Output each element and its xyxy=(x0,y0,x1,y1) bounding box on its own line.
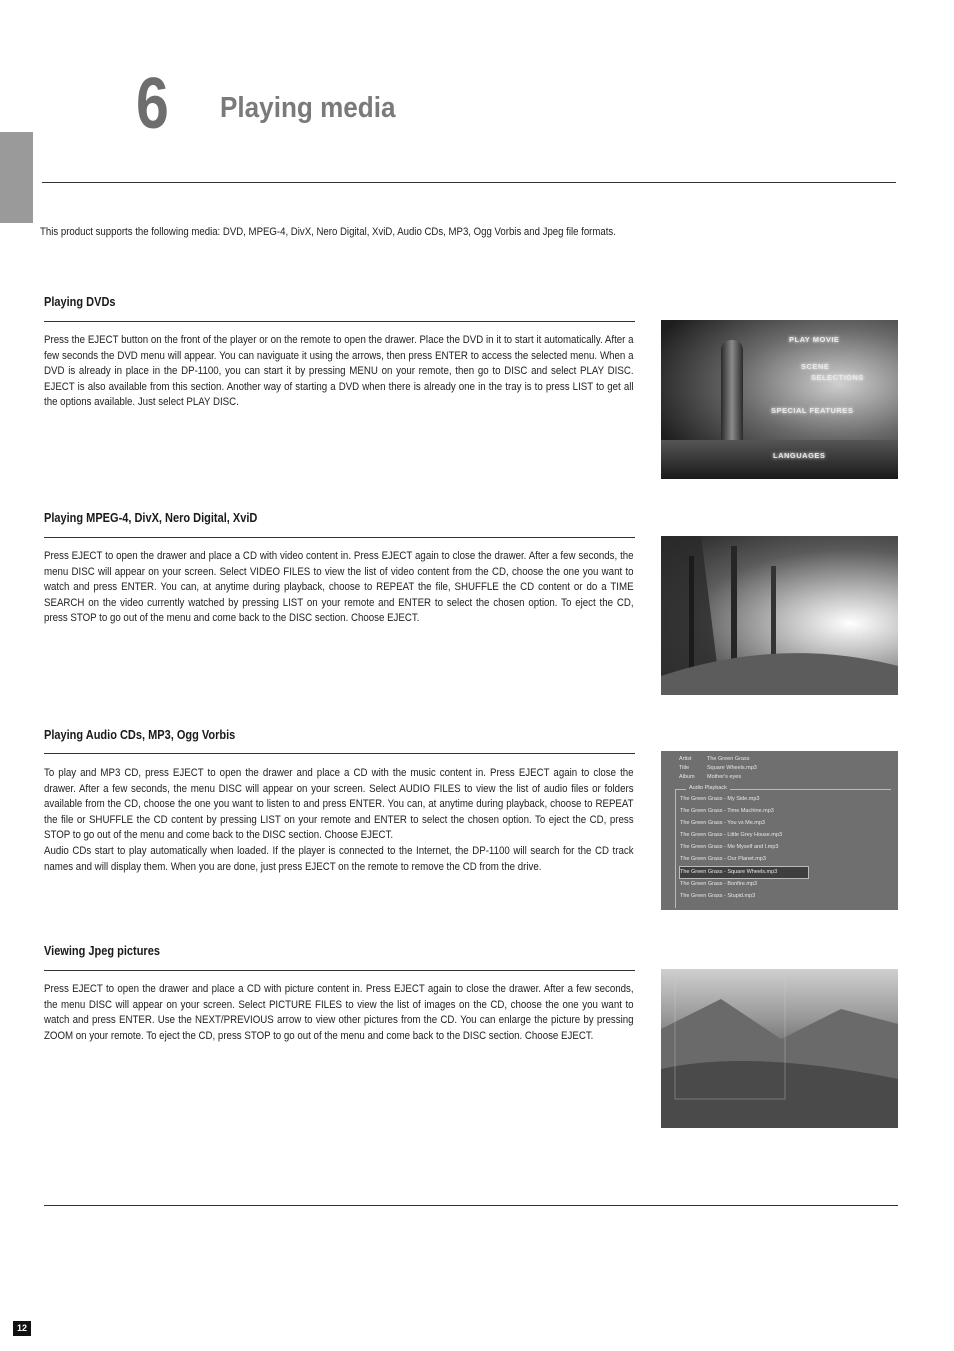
paragraph: Audio CDs start to play automatically when loaded. If the player is connected to the Internet, the DP-1100 will search for the CD track names and will display them. When you are done, just press EJECT on the remote to remove the CD from the drive. xyxy=(44,844,634,873)
section-rule xyxy=(44,537,635,538)
footer-rule xyxy=(44,1205,898,1206)
paragraph: To play and MP3 CD, press EJECT to open the drawer and place a CD with the music content in. Press EJECT again to close the drawer. After a few seconds, the menu DISC will appear on your screen. Select AUDIO FILES to view the list of audio files or folders available from the CD, choose the one you want to listen to and press ENTER. You can, at anytime during playback, choose to REPEAT the file or SHUFFLE the CD content by pressing LIST on your remote and ENTER to select the chosen option. To eject the CD, press STOP to go out of the menu and come back to the DISC section. Choose EJECT. xyxy=(44,767,634,842)
track-item[interactable]: The Green Grass - You vs Me.mp3 xyxy=(680,820,765,826)
paragraph: Press the EJECT button on the front of the player or on the remote to open the drawer. Place the DVD in it to start it automatically. After a few seconds the DVD menu will appear. You can naviguate it using the arrows, then press ENTER to access the selected menu. When a DVD is already in place in the DP-1100, you can start it by pressing MENU on your remote, then go to DISC and select PLAY DISC. EJECT is also available from this section. Another way of starting a DVD when there is already one in the tray is to press LIST to get all the options available. Just select PLAY DISC. xyxy=(44,334,634,409)
section-body-dvds xyxy=(44,333,634,411)
dvd-label: SCENE xyxy=(801,362,830,371)
section-title-video: Playing MPEG-4, DivX, Nero Digital, XviD xyxy=(44,511,258,525)
audio-playback-screenshot xyxy=(661,751,898,910)
chapter-side-tab xyxy=(0,132,33,223)
dvd-label: SPECIAL FEATURES xyxy=(771,406,854,415)
dvd-label: LANGUAGES xyxy=(773,451,826,460)
paragraph: Press EJECT to open the drawer and place a CD with picture content in. Press EJECT again to close the drawer. After a few seconds, the menu DISC will appear on your screen. Select PICTURE FILES to view the list of images on the CD, choose the one you want to watch and press ENTER. Use the NEXT/PREVIOUS arrow to view other pictures from the CD. You can enlarge the picture by pressing ZOOM on your remote. To eject the CD, press STOP to go out of the menu and come back to the DISC section. Choose EJECT. xyxy=(44,983,634,1042)
section-body-jpeg xyxy=(44,982,634,1044)
section-rule xyxy=(44,753,635,754)
track-item[interactable]: The Green Grass - Stupid.mp3 xyxy=(680,893,756,899)
section-body-audio xyxy=(44,766,634,875)
dvd-label: PLAY MOVIE xyxy=(789,335,840,344)
chapter-number: 6 xyxy=(136,64,169,144)
chapter-title: Playing media xyxy=(220,92,396,124)
track-item[interactable]: The Green Grass - Time Machine.mp3 xyxy=(680,808,774,814)
dvd-label: SELECTIONS xyxy=(811,373,864,382)
meta-value: Square Wheels.mp3 xyxy=(707,765,757,771)
track-item[interactable]: The Green Grass - Our Planet.mp3 xyxy=(680,856,766,862)
landscape-graphic xyxy=(661,969,898,1128)
panel-title: Audio Playback xyxy=(686,785,730,791)
header-rule xyxy=(42,182,896,183)
track-item[interactable]: The Green Grass - Me Myself and I.mp3 xyxy=(680,844,779,850)
dvd-menu-image xyxy=(661,320,898,479)
meta-key: Artist xyxy=(679,756,692,762)
section-body-video xyxy=(44,549,634,627)
meta-key: Album xyxy=(679,774,695,780)
meta-value: The Green Grass xyxy=(707,756,750,762)
track-metadata xyxy=(679,755,757,782)
audio-playback-panel xyxy=(675,785,891,908)
forest-image xyxy=(661,536,898,695)
section-title-dvds: Playing DVDs xyxy=(44,295,116,309)
section-rule xyxy=(44,321,635,322)
intro-text: This product supports the following media: DVD, MPEG-4, DivX, Nero Digital, XviD, Audio CDs, MP3, Ogg Vorbis and Jpeg file formats. xyxy=(40,226,616,238)
track-item[interactable]: The Green Grass - Bonfire.mp3 xyxy=(680,881,758,887)
landscape-image xyxy=(661,969,898,1128)
section-title-audio: Playing Audio CDs, MP3, Ogg Vorbis xyxy=(44,728,236,742)
track-item[interactable]: The Green Grass - My Side.mp3 xyxy=(680,796,760,802)
section-title-jpeg: Viewing Jpeg pictures xyxy=(44,944,160,958)
page-number: 12 xyxy=(13,1321,31,1336)
forest-trees-graphic xyxy=(661,536,898,695)
meta-key: Title xyxy=(679,765,690,771)
track-item-selected[interactable]: The Green Grass - Square Wheels.mp3 xyxy=(679,866,809,879)
paragraph: Press EJECT to open the drawer and place a CD with video content in. Press EJECT again to close the drawer. After a few seconds, the menu DISC will appear on your screen. Select VIDEO FILES to view the list of video content from the CD, choose the one you want to watch and press ENTER. You can, at anytime during playback, choose to REPEAT the file, SHUFFLE the CD content or do a TIME SEARCH on the video currently watched by pressing LIST on your remote and ENTER to select the chosen option. To eject the CD, press STOP to go out of the menu and come back to the DISC section. Choose EJECT. xyxy=(44,550,634,625)
meta-value: Mother's eyes xyxy=(707,774,742,780)
section-rule xyxy=(44,970,635,971)
track-item[interactable]: The Green Grass - Little Grey House.mp3 xyxy=(680,832,783,838)
